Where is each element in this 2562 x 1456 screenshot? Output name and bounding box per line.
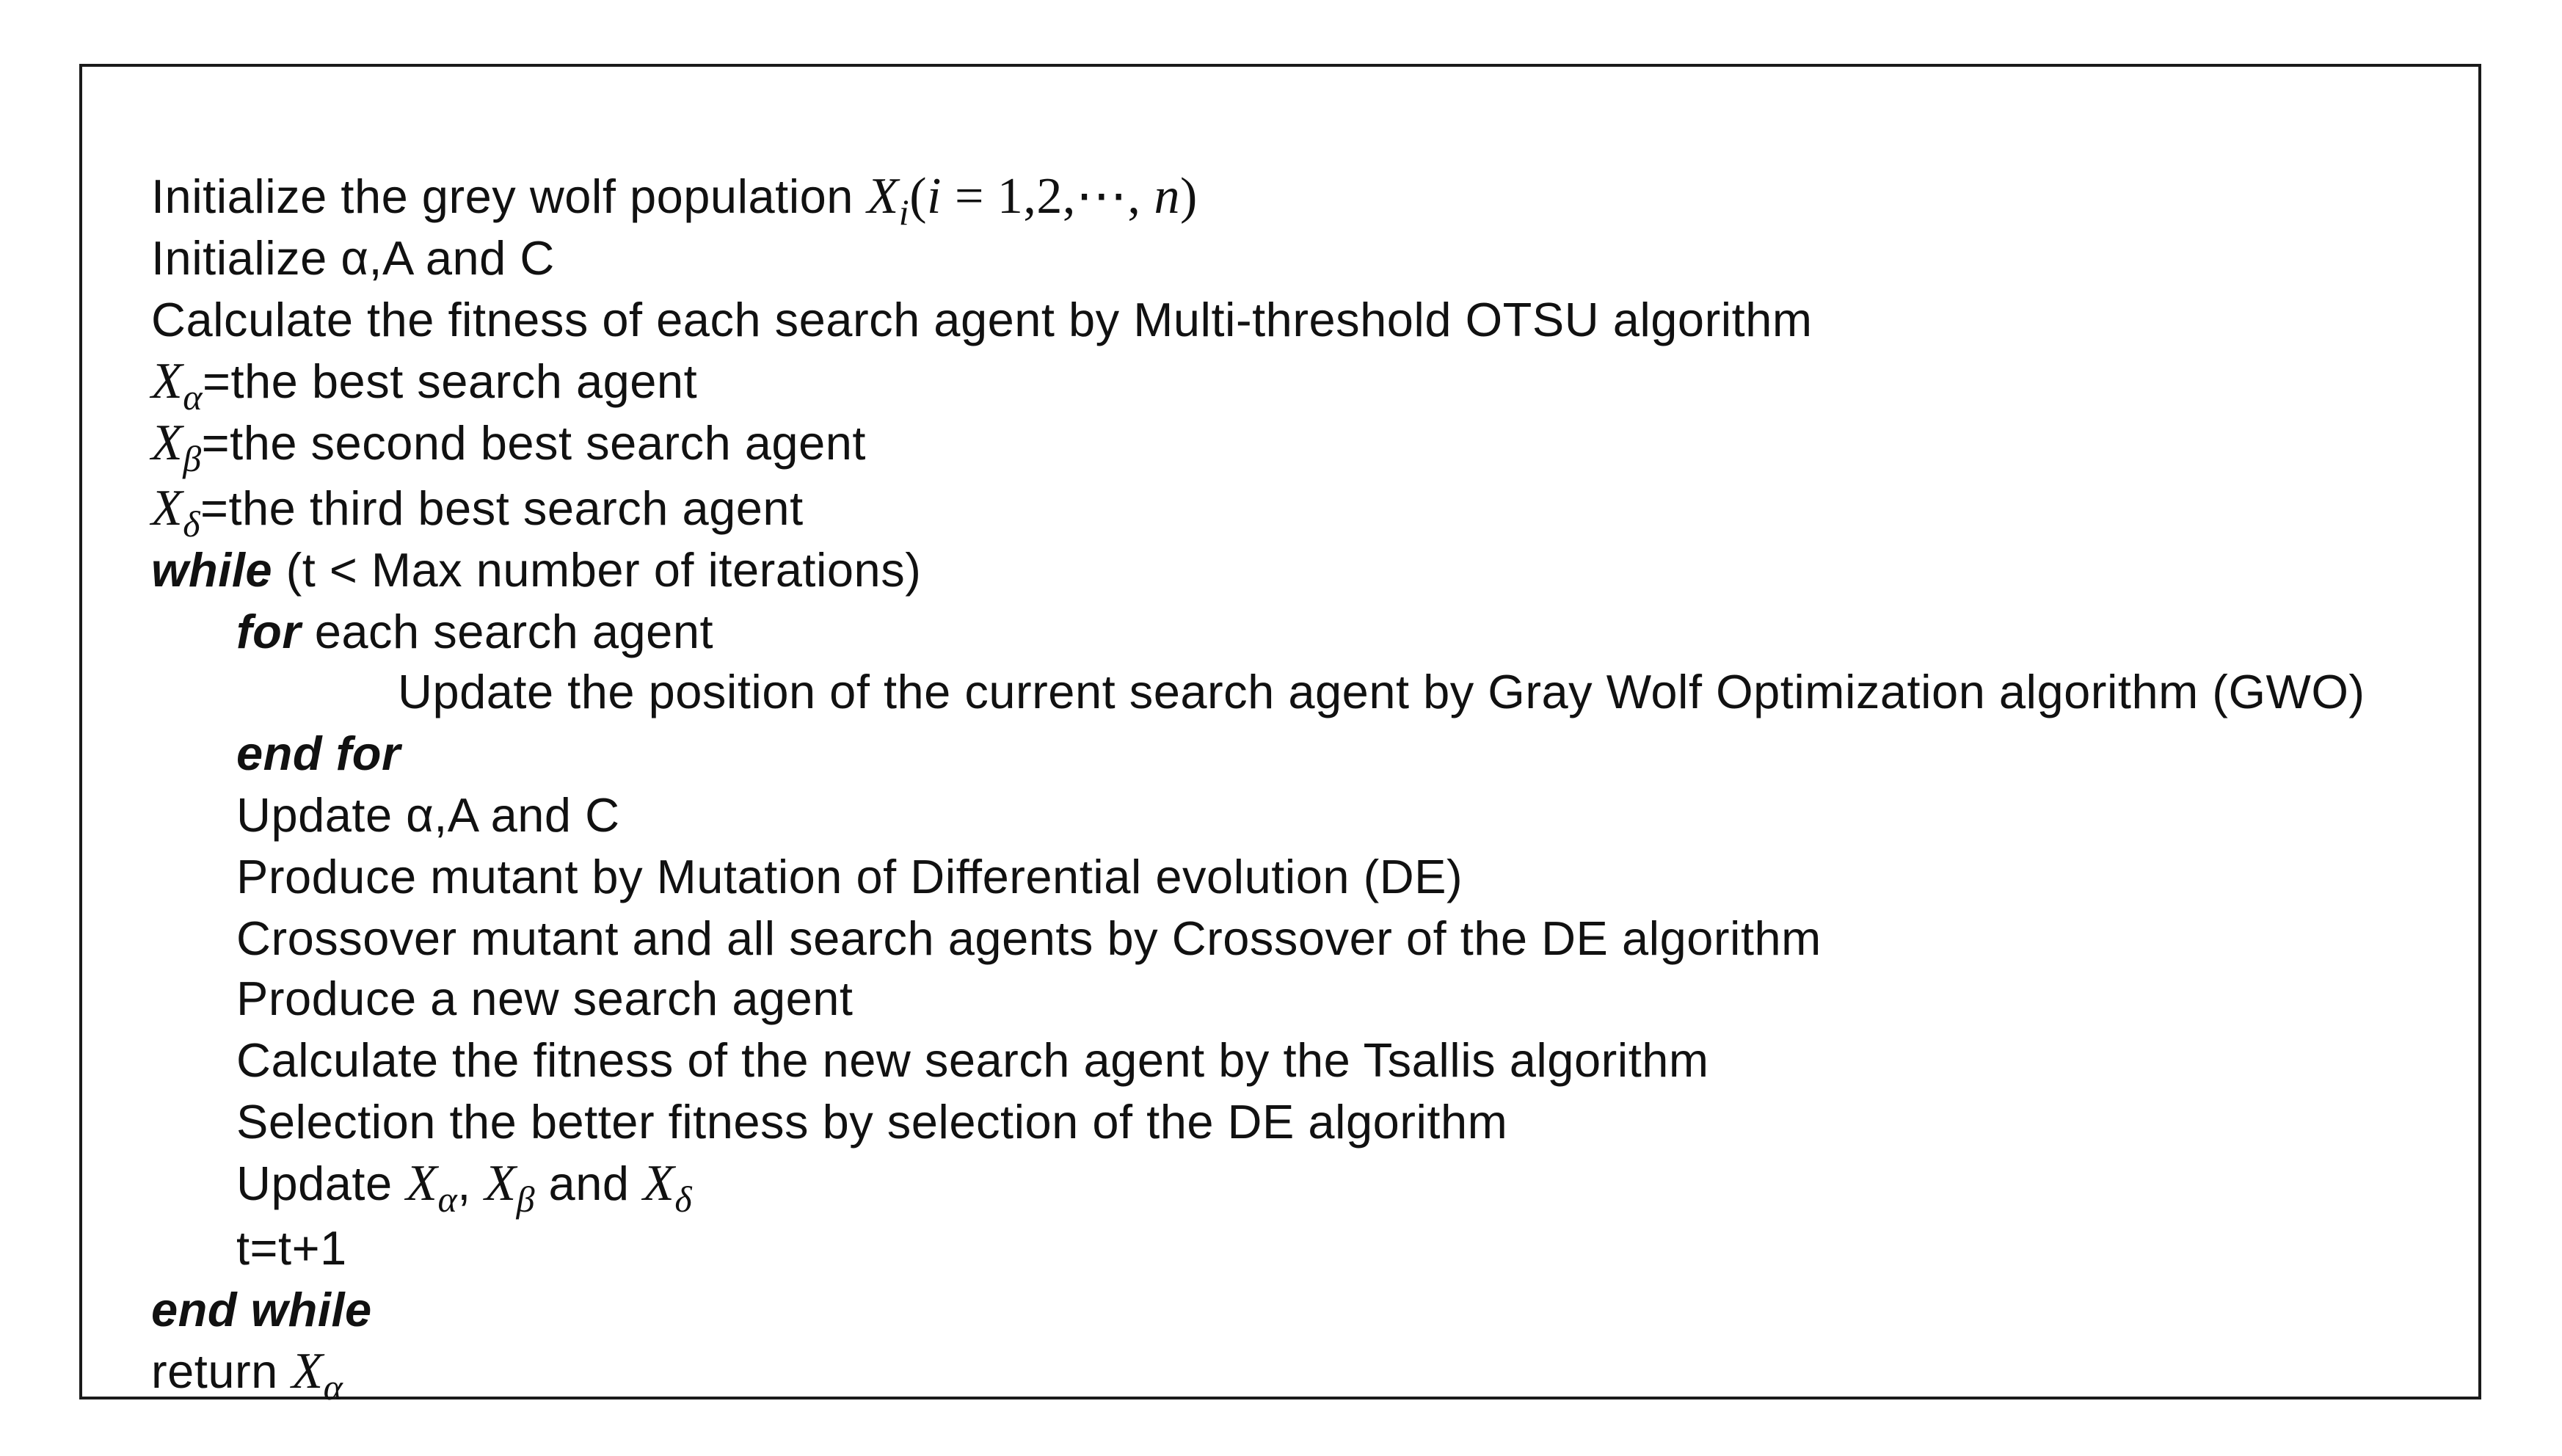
algorithm-box: [79, 64, 2481, 1408]
line-calc-fitness-tsallis: Calculate the fitness of the new search agent by the Tsallis algorithm: [236, 1033, 1709, 1087]
line-return: return $X_\alpha$: [151, 1343, 343, 1408]
line-update-position-gwo: Update the position of the current search agent by Gray Wolf Optimization algorithm (GWO): [398, 665, 2365, 718]
line-while: while (t < Max number of iterations): [151, 543, 922, 597]
while-keyword: while: [151, 543, 273, 597]
line-x-alpha: $X_\alpha=the$ best search agent: [151, 353, 698, 418]
line-selection: Selection the better fitness by selection of the DE algorithm: [236, 1095, 1508, 1149]
line-crossover: Crossover mutant and all search agents by Crossover of the DE algorithm: [236, 911, 1822, 965]
line-increment-t: t=t+1: [236, 1221, 347, 1275]
line-produce-new-agent: Produce a new search agent: [236, 972, 854, 1025]
init-population-text: Initialize the grey wolf population: [151, 170, 867, 223]
line-x-delta: $X_\delta=the$ third best search agent: [151, 480, 804, 545]
line-update-leaders: Update $X_\alpha$, $X_\beta$ and $X_\delta$: [236, 1155, 693, 1220]
line-end-while: end while: [151, 1283, 372, 1336]
line-produce-mutant: Produce mutant by Mutation of Differential evolution (DE): [236, 850, 1463, 903]
line-x-beta: $X_\beta=the$ second best search agent: [151, 415, 866, 479]
line-init-population: [151, 166, 1198, 233]
line-end-for: end for: [236, 727, 401, 780]
line-update-params: Update α,A and C: [236, 788, 620, 842]
for-keyword: for: [236, 605, 302, 658]
line-for: for each search agent: [236, 605, 714, 658]
line-calc-fitness-otsu: Calculate the fitness of each search agent by Multi-threshold OTSU algorithm: [151, 293, 1813, 346]
line-init-params: Initialize α,A and C: [151, 231, 555, 285]
population-math: $X_i(i$ = 1,2,⋯, n): [867, 168, 1198, 233]
